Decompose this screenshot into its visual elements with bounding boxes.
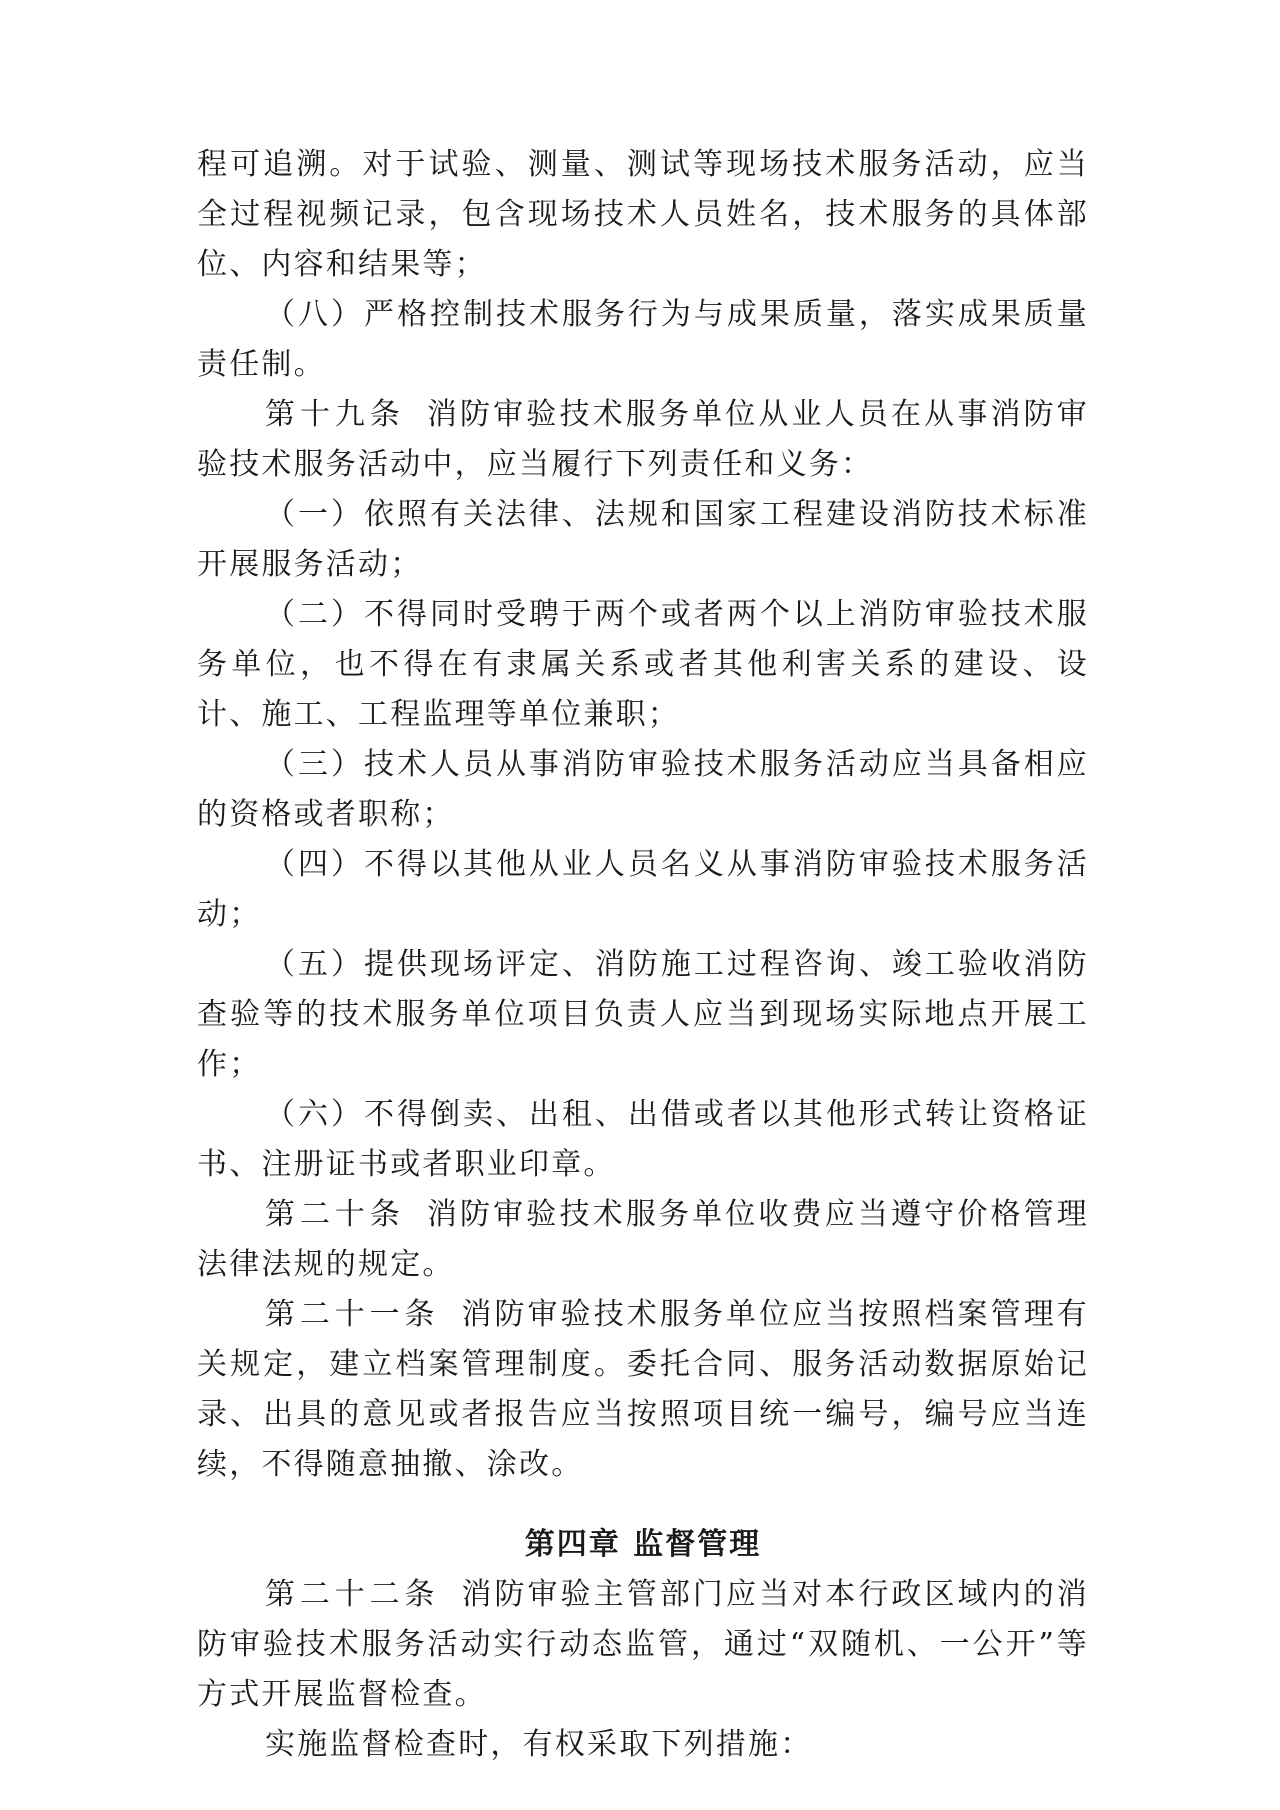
article-19-item-6: （六）不得倒卖、出租、出借或者以其他形式转让资格证书、注册证书或者职业印章。 <box>197 1097 1089 1182</box>
paragraph-item-8: （八）严格控制技术服务行为与成果质量，落实成果质量责任制。 <box>197 297 1089 382</box>
article-20 <box>197 1190 1089 1290</box>
chapter-4-title: 第四章 监督管理 <box>524 1527 762 1562</box>
article-19-item-4: （四）不得以其他从业人员名义从事消防审验技术服务活动； <box>197 847 1089 932</box>
article-21-heading: 第二十一条 <box>265 1297 440 1332</box>
article-19-heading: 第十九条 <box>265 397 405 432</box>
paragraph-measures-intro: 实施监督检查时，有权采取下列措施： <box>265 1727 813 1762</box>
article-19 <box>197 390 1089 490</box>
article-19-item-3: （三）技术人员从事消防审验技术服务活动应当具备相应的资格或者职称； <box>197 747 1089 832</box>
document-page <box>197 140 1089 1770</box>
article-22 <box>197 1570 1089 1720</box>
article-22-body: 消防审验主管部门应当对本行政区域内的消防审验技术服务活动实行动态监管，通过“双随机、一公开”等方式开展监督检查。 <box>197 1577 1089 1712</box>
article-22-heading: 第二十二条 <box>265 1577 440 1612</box>
paragraph-continuation: 程可追溯。对于试验、测量、测试等现场技术服务活动，应当全过程视频记录，包含现场技术人员姓名，技术服务的具体部位、内容和结果等； <box>197 147 1089 282</box>
article-21 <box>197 1290 1089 1490</box>
article-19-item-1: （一）依照有关法律、法规和国家工程建设消防技术标准开展服务活动； <box>197 497 1089 582</box>
article-21-body: 消防审验技术服务单位应当按照档案管理有关规定，建立档案管理制度。委托合同、服务活动数据原始记录、出具的意见或者报告应当按照项目统一编号，编号应当连续，不得随意抽撤、涂改。 <box>197 1297 1089 1482</box>
article-19-item-2: （二）不得同时受聘于两个或者两个以上消防审验技术服务单位，也不得在有隶属关系或者其他利害关系的建设、设计、施工、工程监理等单位兼职； <box>197 597 1089 732</box>
article-20-heading: 第二十条 <box>265 1197 405 1232</box>
article-19-item-5: （五）提供现场评定、消防施工过程咨询、竣工验收消防查验等的技术服务单位项目负责人应当到现场实际地点开展工作； <box>197 947 1089 1082</box>
article-20-body: 消防审验技术服务单位收费应当遵守价格管理法律法规的规定。 <box>197 1197 1090 1282</box>
article-19-body: 消防审验技术服务单位从业人员在从事消防审验技术服务活动中，应当履行下列责任和义务： <box>197 397 1090 482</box>
